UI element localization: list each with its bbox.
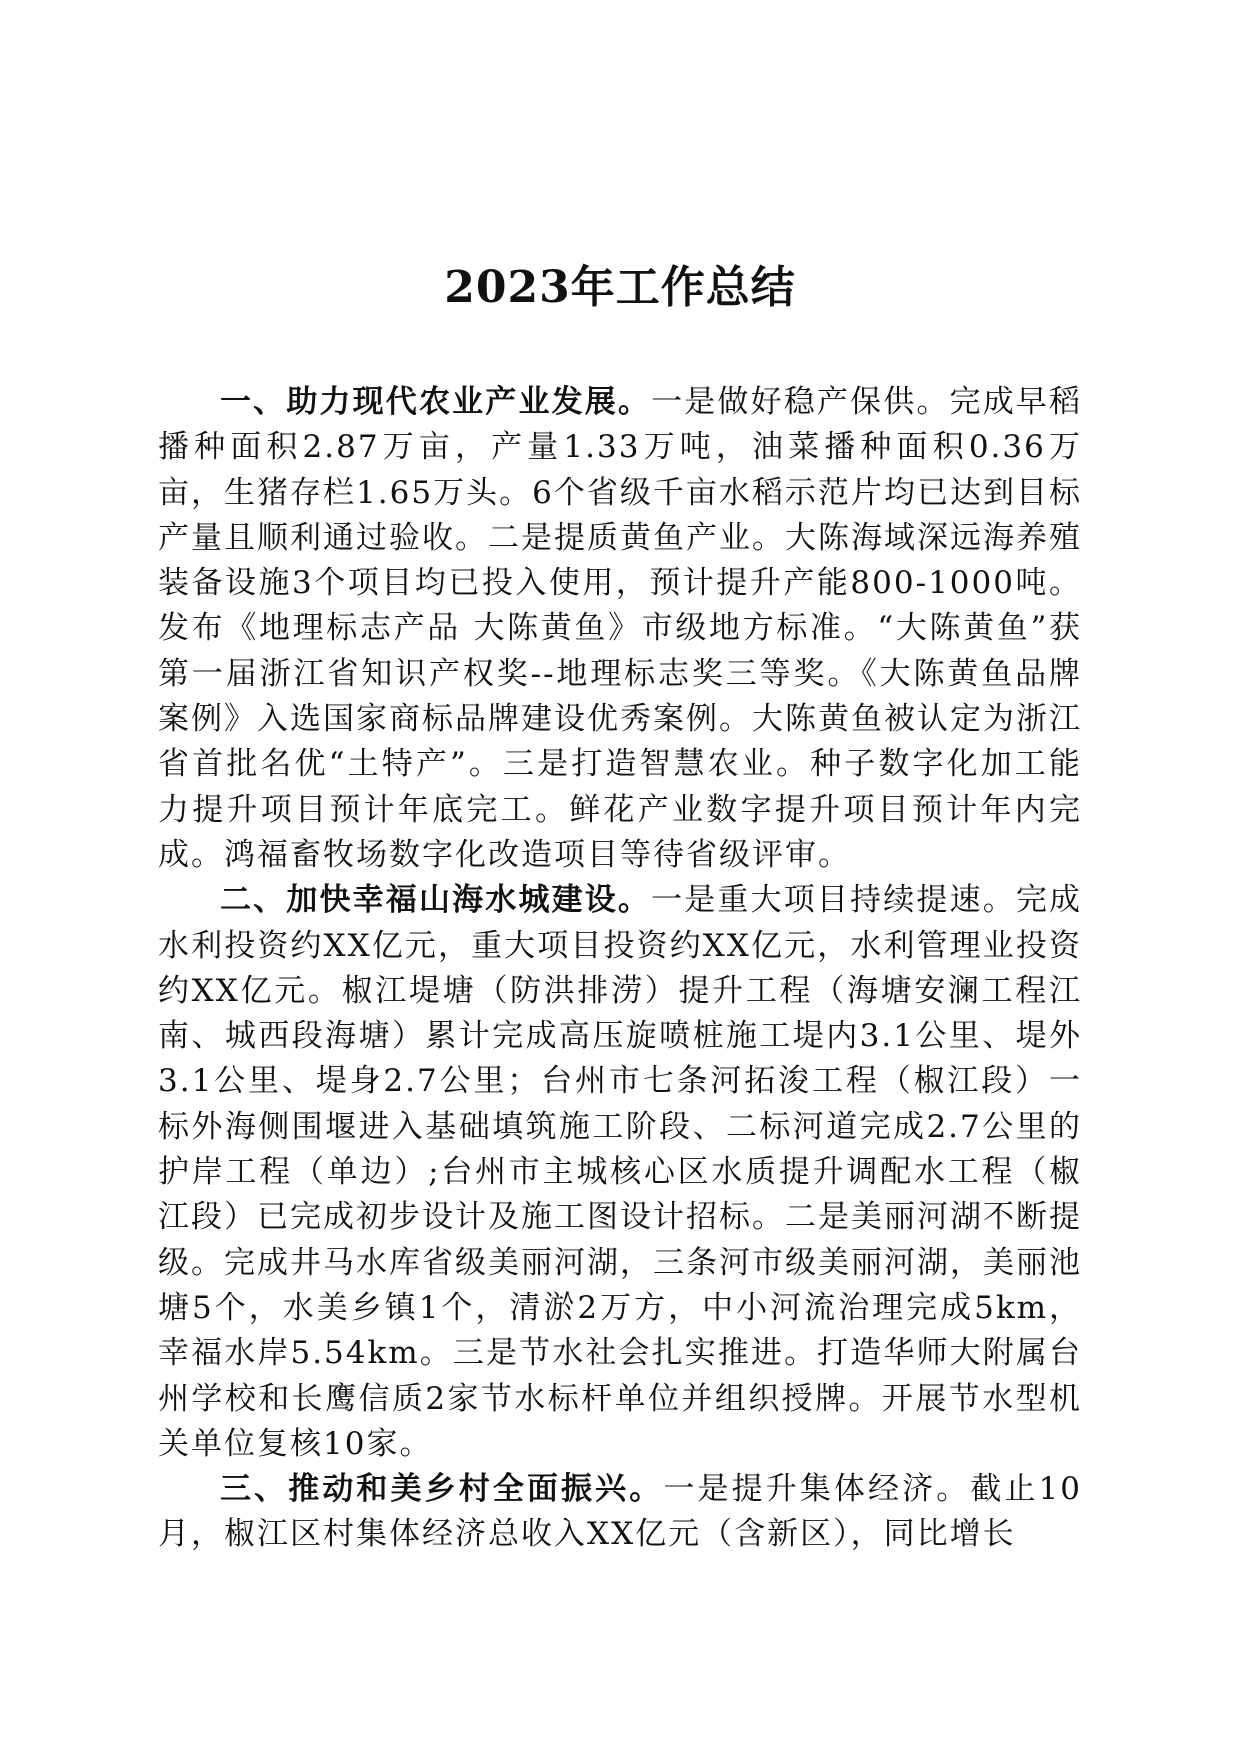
- document-body: [158, 380, 1082, 1558]
- paragraph-agriculture: [158, 380, 1082, 878]
- paragraph-text: 一是做好稳产保供。完成早稻播种面积2.87万亩，产量1.33万吨，油菜播种面积0.36万亩，生猪存栏1.65万头。6个省级千亩水稻示范片均已达到目标产量且顺利通过验收。二是提质黄鱼产业。大陈海域深远海养殖装备设施3个项目均已投入使用，预计提升产能800-1000吨。发布《地理标志产品 大陈黄鱼》市级地方标准。“大陈黄鱼”获第一届浙江省知识产权奖--地理标志奖三等奖。《大陈黄鱼品牌案例》入选国家商标品牌建设优秀案例。大陈黄鱼被认定为浙江省首批名优“土特产”。三是打造智慧农业。种子数字化加工能力提升项目预计年底完工。鲜花产业数字提升项目预计年内完成。鸿福畜牧场数字化改造项目等待省级评审。: [158, 384, 1083, 873]
- paragraph-text: 一是重大项目持续提速。完成水利投资约XX亿元，重大项目投资约XX亿元，水利管理业投资约XX亿元。椒江堤塘（防洪排涝）提升工程（海塘安澜工程江南、城西段海塘）累计完成高压旋喷桩施工堤内3.1公里、堤外3.1公里、堤身2.7公里；台州市七条河拓浚工程（椒江段）一标外海侧围堰进入基础填筑施工阶段、二标河道完成2.7公里的护岸工程（单边）;台州市主城核心区水质提升调配水工程（椒江段）已完成初步设计及施工图设计招标。二是美丽河湖不断提级。完成井马水库省级美丽河湖，三条河市级美丽河湖，美丽池塘5个，水美乡镇1个，清淤2万方，中小河流治理完成5km，幸福水岸5.54km。三是节水社会扎实推进。打造华师大附属台州学校和长鹰信质2家节水标杆单位并组织授牌。开展节水型机关单位复核10家。: [158, 882, 1083, 1462]
- paragraph-water-city: [158, 878, 1082, 1467]
- paragraph-heading: 二、加快幸福山海水城建设。: [220, 882, 652, 919]
- paragraph-heading: 一、助力现代农业产业发展。: [220, 384, 652, 420]
- paragraph-heading: 三、推动和美乡村全面振兴。: [220, 1471, 664, 1508]
- paragraph-text: 一是提升集体经济。截止10月，椒江区村集体经济总收入XX亿元（含新区），同比增长: [158, 1471, 1083, 1553]
- document-title: 2023年工作总结: [444, 262, 796, 313]
- paragraph-rural-revitalization: [158, 1467, 1082, 1558]
